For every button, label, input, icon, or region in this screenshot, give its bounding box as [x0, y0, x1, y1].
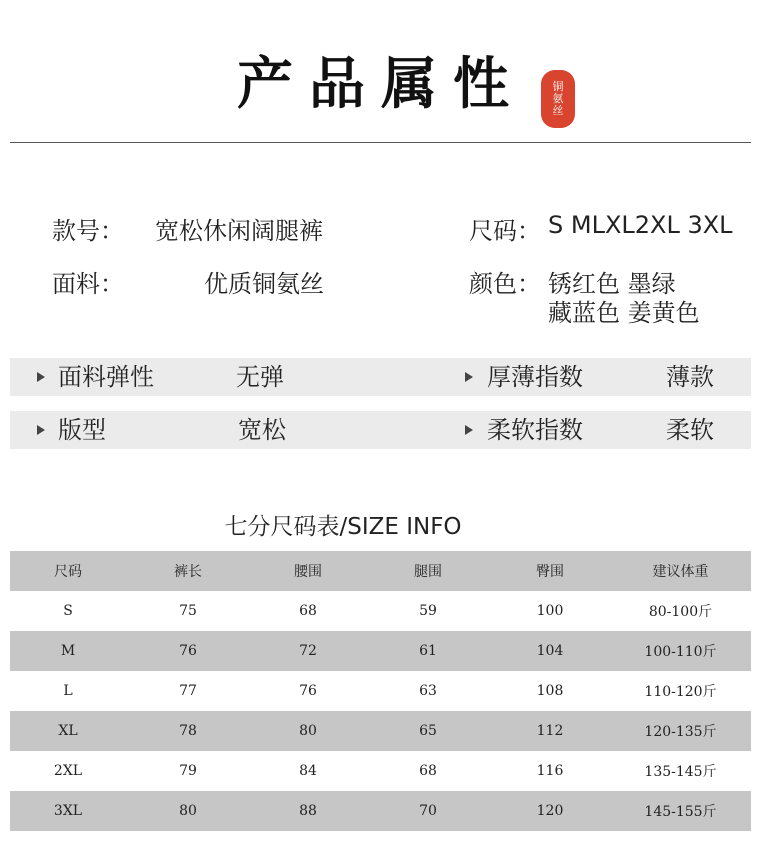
table-cell: 112 [536, 723, 564, 739]
table-cell: 88 [299, 803, 317, 819]
table-cell: 80 [299, 723, 317, 739]
style-number-value: 宽松休闲阔腿裤 [155, 217, 323, 245]
table-cell: 63 [419, 683, 437, 699]
table-cell: 100 [536, 603, 564, 619]
table-cell: 108 [536, 683, 564, 699]
thickness-value: 薄款 [666, 363, 714, 391]
fit-value: 宽松 [238, 416, 286, 444]
table-row [10, 591, 751, 631]
color-label: 颜色： [469, 270, 541, 298]
table-row [10, 751, 751, 791]
style-number-label: 款号： [52, 217, 124, 245]
table-cell: 2XL [53, 763, 83, 779]
header-weight: 建议体重 [652, 564, 709, 580]
table-row [10, 711, 751, 751]
table-cell: S [63, 603, 73, 619]
page-title: 产品属性 [237, 51, 525, 117]
table-row [10, 631, 751, 671]
size-table-title: 七分尺码表/SIZE INFO [224, 514, 462, 540]
header-hip: 臀围 [536, 564, 564, 580]
softness-label: 柔软指数 [487, 416, 583, 444]
elasticity-label: 面料弹性 [58, 363, 154, 391]
header-divider [10, 142, 751, 143]
table-cell: 80-100斤 [648, 604, 713, 620]
table-cell: 135-145斤 [644, 764, 717, 780]
triangle-right-icon [465, 372, 473, 382]
table-cell: L [63, 683, 73, 699]
table-cell: 59 [419, 603, 437, 619]
header-waist: 腰围 [294, 564, 322, 580]
brand-seal [541, 70, 575, 128]
elasticity-value: 无弹 [236, 363, 284, 391]
table-cell: 70 [419, 803, 437, 819]
thickness-label: 厚薄指数 [487, 363, 583, 391]
table-cell: 77 [179, 683, 197, 699]
size-table [10, 551, 751, 831]
table-cell: 100-110斤 [644, 644, 717, 660]
triangle-right-icon [37, 372, 45, 382]
table-cell: 75 [179, 603, 197, 619]
table-cell: 78 [179, 723, 197, 739]
size-value: S MLXL2XL 3XL [548, 211, 733, 239]
table-cell: 79 [179, 763, 197, 779]
table-cell: 72 [299, 643, 317, 659]
table-cell: 65 [419, 723, 437, 739]
table-cell: XL [58, 723, 78, 739]
table-cell: 110-120斤 [644, 684, 717, 700]
header-length: 裤长 [174, 564, 202, 580]
table-row [10, 791, 751, 831]
header-size: 尺码 [54, 564, 82, 580]
header-thigh: 腿围 [414, 564, 442, 580]
triangle-right-icon [465, 425, 473, 435]
softness-value: 柔软 [666, 416, 714, 444]
table-cell: 76 [179, 643, 197, 659]
table-cell: 145-155斤 [644, 804, 717, 820]
table-cell: 3XL [53, 803, 83, 819]
seal-text: 铜氨丝 [552, 80, 564, 117]
table-cell: 120-135斤 [644, 724, 717, 740]
fabric-label: 面料： [52, 270, 124, 298]
table-cell: 116 [536, 763, 564, 779]
table-cell: 80 [179, 803, 197, 819]
size-label: 尺码： [469, 217, 541, 245]
table-cell: 76 [299, 683, 317, 699]
feature-band-2 [10, 411, 751, 449]
table-cell: 61 [419, 643, 437, 659]
triangle-right-icon [37, 425, 45, 435]
table-cell: M [60, 643, 76, 659]
table-header-row [10, 551, 751, 591]
table-cell: 68 [419, 763, 437, 779]
table-cell: 84 [299, 763, 317, 779]
table-cell: 120 [536, 803, 564, 819]
color-value-line1: 锈红色 墨绿 [548, 270, 676, 298]
color-value-line2: 藏蓝色 姜黄色 [548, 299, 700, 327]
table-row [10, 671, 751, 711]
fabric-value: 优质铜氨丝 [204, 270, 324, 298]
fit-label: 版型 [58, 416, 106, 444]
table-cell: 68 [299, 603, 317, 619]
table-cell: 104 [536, 643, 564, 659]
